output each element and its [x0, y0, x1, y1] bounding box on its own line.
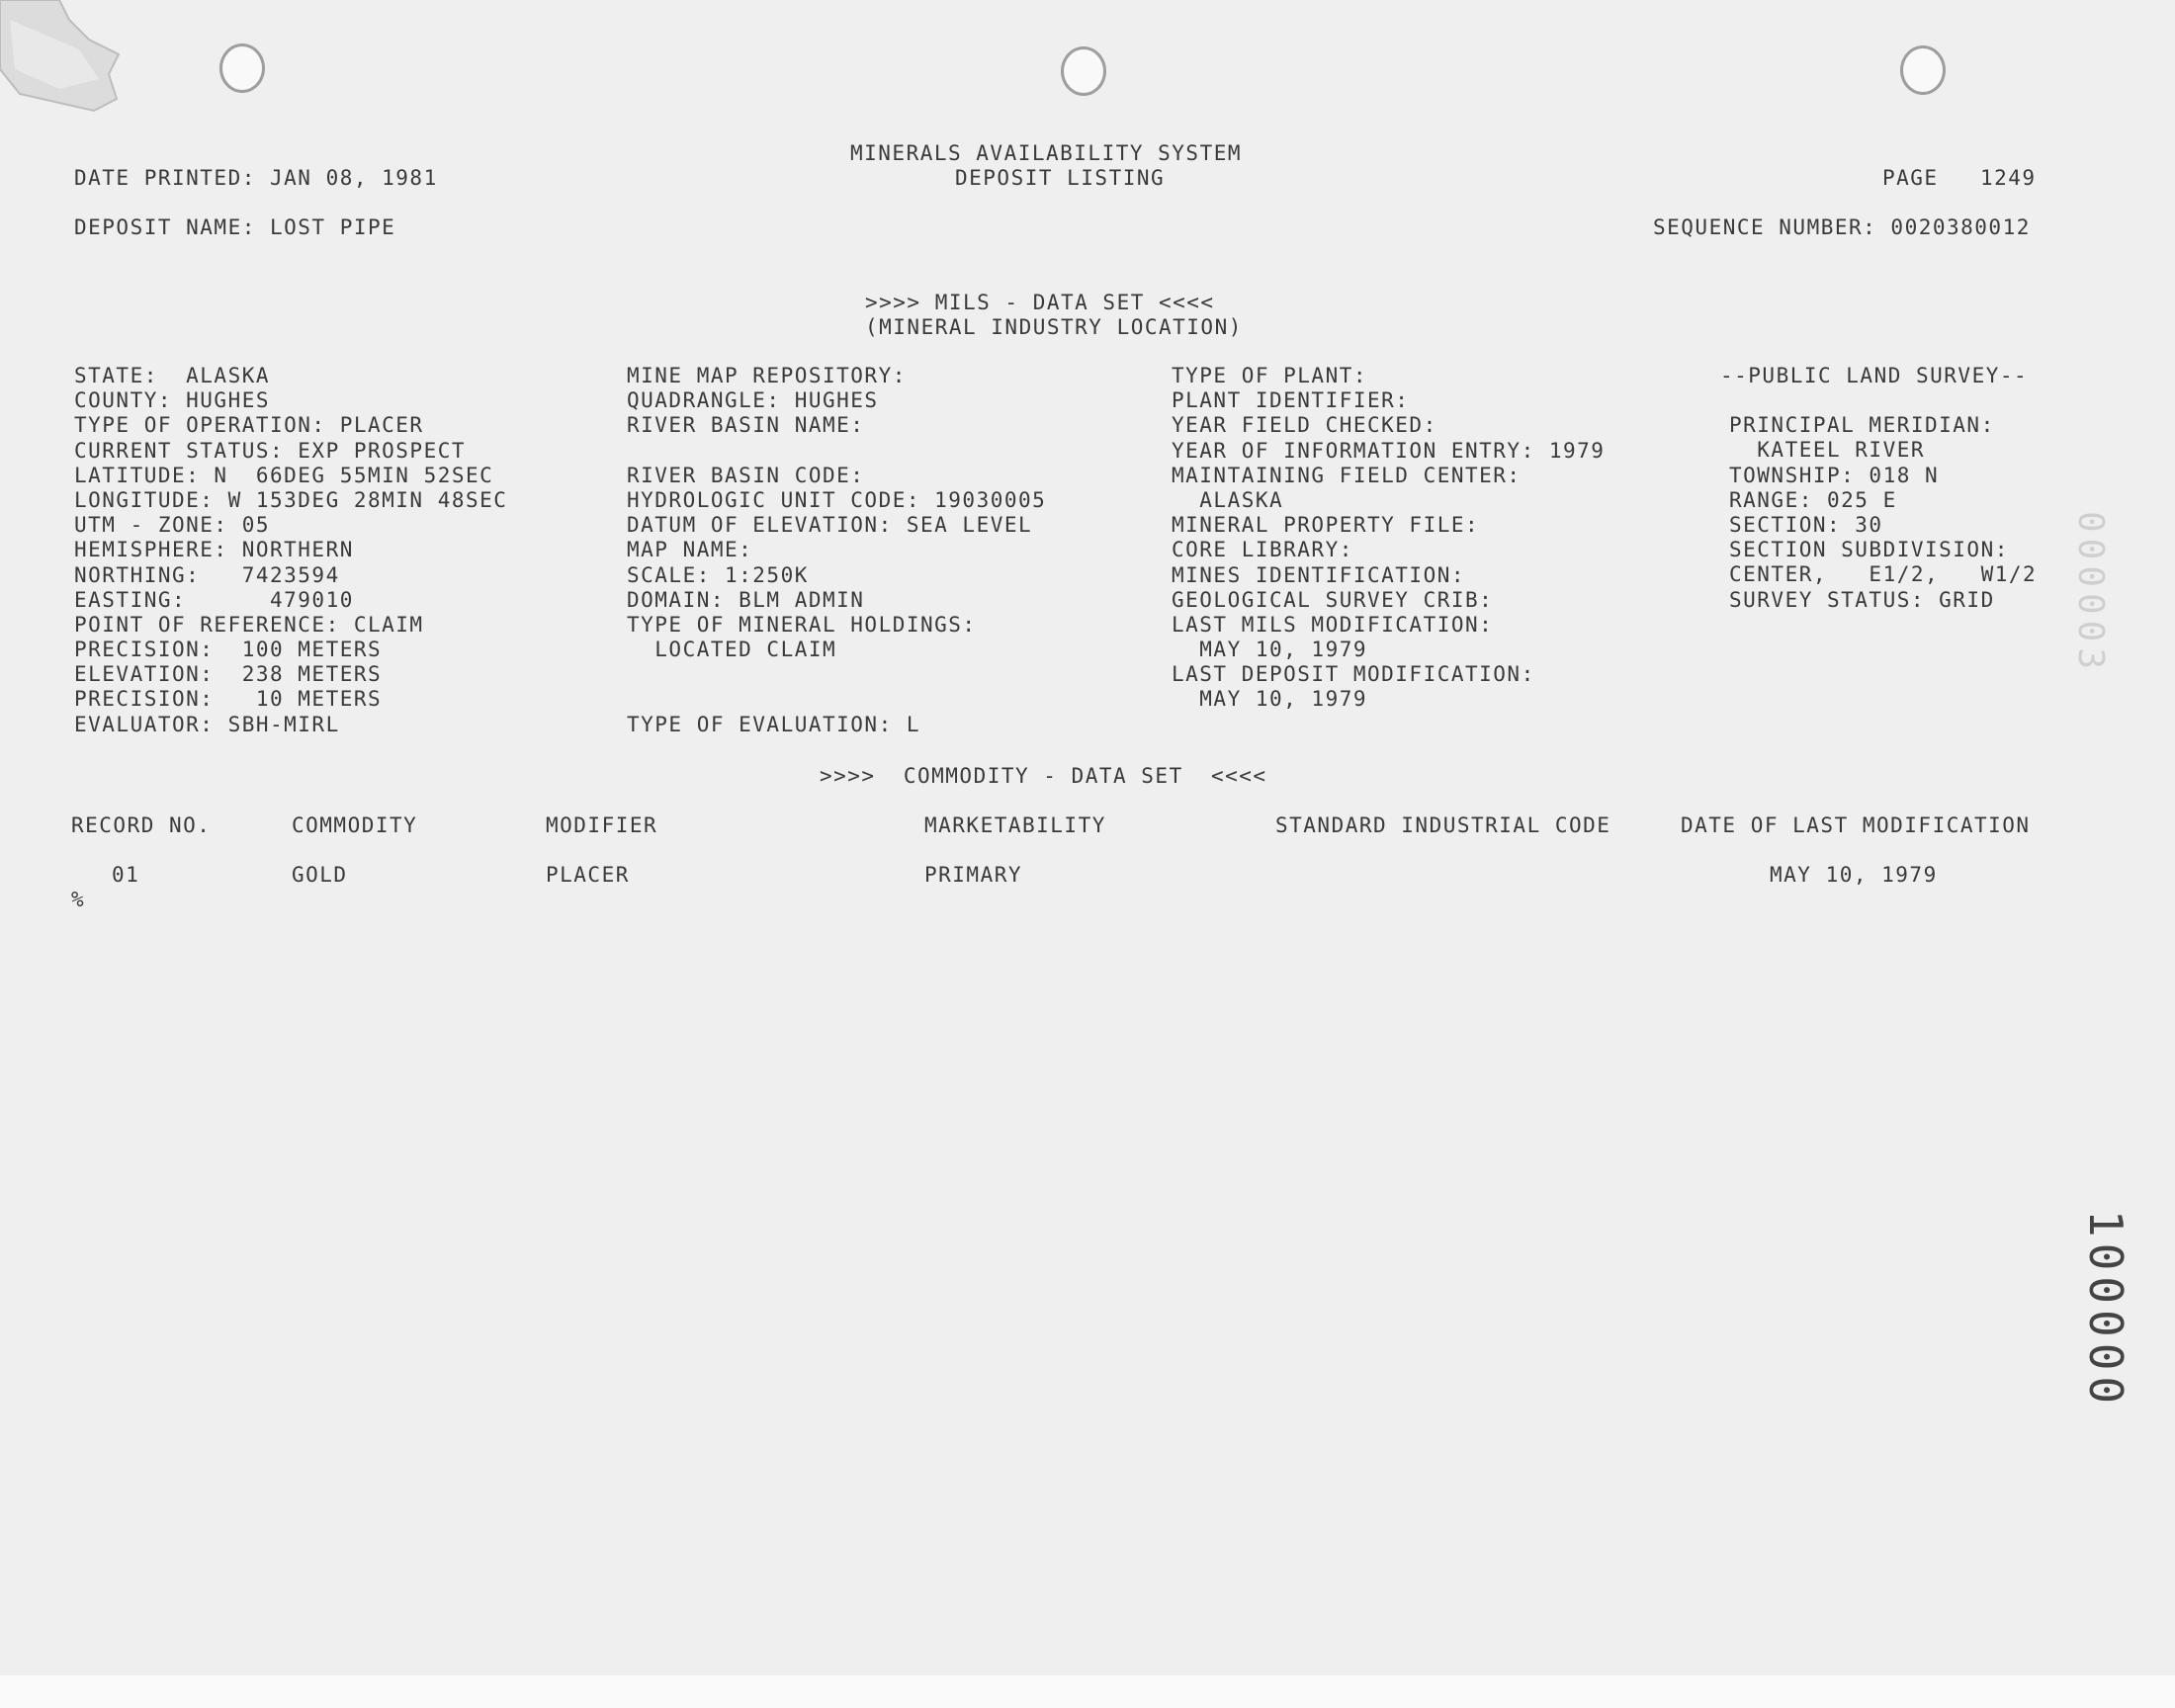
mils-field: PRECISION: 10 METERS	[74, 687, 383, 712]
mils-column-1	[74, 364, 507, 737]
mils-field: QUADRANGLE: HUGHES	[627, 388, 879, 413]
mils-field: LAST DEPOSIT MODIFICATION:	[1172, 662, 1535, 687]
mils-column-3	[1172, 364, 1605, 713]
mils-field: SURVEY STATUS: GRID	[1729, 587, 1995, 612]
bottom-edge	[0, 1675, 2175, 1708]
system-title: MINERALS AVAILABILITY SYSTEM	[850, 141, 1243, 165]
mils-subheading: (MINERAL INDUSTRY LOCATION)	[865, 315, 1243, 339]
commodity-header-modifier: MODIFIER	[546, 813, 658, 837]
mils-field: PLANT IDENTIFIER:	[1172, 388, 1410, 413]
mils-heading: >>>> MILS - DATA SET <<<<	[865, 291, 1215, 314]
mils-field: CURRENT STATUS: EXP PROSPECT	[74, 438, 467, 463]
mils-field: YEAR FIELD CHECKED:	[1172, 413, 1437, 438]
public-land-survey-title: --PUBLIC LAND SURVEY--	[1720, 364, 2029, 387]
mils-column-2	[627, 364, 1046, 737]
mils-field: COUNTY: HUGHES	[74, 388, 271, 413]
commodity-modifier: PLACER	[546, 863, 630, 887]
mils-field: STATE: ALASKA	[74, 364, 271, 387]
commodity-header-marketability: MARKETABILITY	[924, 813, 1106, 837]
mils-field	[1729, 388, 2037, 413]
mils-field: DATUM OF ELEVATION: SEA LEVEL	[627, 513, 1033, 538]
mils-field: GEOLOGICAL SURVEY CRIB:	[1172, 587, 1494, 612]
mils-field: CENTER, E1/2, W1/2	[1729, 562, 2038, 587]
mils-field: EVALUATOR: SBH-MIRL	[74, 712, 340, 736]
mils-field: SECTION: 30	[1729, 512, 1883, 537]
mils-field: MINERAL PROPERTY FILE:	[1172, 513, 1480, 538]
page-stamp: 100000	[2079, 1209, 2132, 1410]
commodity-heading: >>>> COMMODITY - DATA SET <<<<	[820, 764, 1267, 788]
mils-field: HYDROLOGIC UNIT CODE: 19030005	[627, 487, 1047, 512]
mils-field: LAST MILS MODIFICATION:	[1172, 612, 1494, 637]
commodity-name: GOLD	[292, 863, 348, 887]
mils-field: HEMISPHERE: NORTHERN	[74, 538, 354, 562]
torn-corner	[0, 0, 129, 119]
mils-field: RIVER BASIN NAME:	[627, 413, 865, 438]
mils-field: RANGE: 025 E	[1729, 487, 1897, 512]
mils-field: TOWNSHIP: 018 N	[1729, 463, 1940, 487]
punch-hole-center	[1061, 46, 1106, 96]
mils-field: TYPE OF EVALUATION: L	[627, 712, 921, 736]
mils-field: UTM - ZONE: 05	[74, 513, 271, 538]
mils-field: KATEEL RIVER	[1729, 438, 1926, 463]
mils-field: PRINCIPAL MERIDIAN:	[1729, 413, 1995, 438]
mils-field	[627, 687, 1046, 712]
mils-field: MINE MAP REPOSITORY:	[627, 364, 907, 387]
mils-field: DOMAIN: BLM ADMIN	[627, 587, 865, 612]
mils-field	[627, 439, 1046, 464]
commodity-marketability: PRIMARY	[924, 863, 1023, 887]
mils-field: MAY 10, 1979	[1172, 687, 1368, 712]
commodity-header-record-no: RECORD NO.	[71, 813, 212, 837]
mils-field: TYPE OF PLANT:	[1172, 364, 1368, 387]
page-number: PAGE 1249	[1882, 166, 2037, 190]
mils-field: POINT OF REFERENCE: CLAIM	[74, 612, 424, 637]
mils-field: YEAR OF INFORMATION ENTRY: 1979	[1172, 438, 1606, 463]
mils-field: MAP NAME:	[627, 538, 753, 562]
mils-field: PRECISION: 100 METERS	[74, 638, 383, 662]
listing-title: DEPOSIT LISTING	[955, 166, 1166, 190]
punch-hole-left	[219, 43, 265, 93]
mils-field: LOCATED CLAIM	[627, 638, 837, 662]
mils-field: CORE LIBRARY:	[1172, 538, 1353, 562]
mils-field: MAY 10, 1979	[1172, 638, 1368, 662]
commodity-header-commodity: COMMODITY	[292, 813, 418, 837]
date-printed: DATE PRINTED: JAN 08, 1981	[74, 166, 438, 190]
mils-field: EASTING: 479010	[74, 587, 354, 612]
mils-field: MINES IDENTIFICATION:	[1172, 562, 1466, 587]
mils-field: LATITUDE: N 66DEG 55MIN 52SEC	[74, 463, 494, 487]
mils-field: TYPE OF MINERAL HOLDINGS:	[627, 612, 977, 637]
mils-field: TYPE OF OPERATION: PLACER	[74, 413, 424, 438]
mils-field	[627, 662, 1046, 687]
mils-field: RIVER BASIN CODE:	[627, 463, 865, 487]
punch-hole-right	[1900, 45, 1946, 95]
mils-field: SCALE: 1:250K	[627, 562, 809, 587]
mils-field: ELEVATION: 238 METERS	[74, 662, 383, 687]
commodity-record-no: 01	[112, 863, 140, 887]
deposit-name: DEPOSIT NAME: LOST PIPE	[74, 215, 396, 239]
mils-field: LONGITUDE: W 153DEG 28MIN 48SEC	[74, 487, 508, 512]
commodity-header-date: DATE OF LAST MODIFICATION	[1681, 813, 2031, 837]
faint-side-stamp: 000003	[2070, 510, 2112, 676]
end-marker: %	[71, 888, 86, 911]
mils-field: MAINTAINING FIELD CENTER:	[1172, 463, 1522, 487]
mils-field: ALASKA	[1172, 487, 1284, 512]
mils-column-4	[1729, 388, 2037, 613]
sequence-number: SEQUENCE NUMBER: 0020380012	[1653, 215, 2031, 239]
mils-field: NORTHING: 7423594	[74, 562, 340, 587]
mils-field: SECTION SUBDIVISION:	[1729, 538, 2009, 562]
commodity-date: MAY 10, 1979	[1770, 863, 1938, 887]
commodity-header-sic: STANDARD INDUSTRIAL CODE	[1275, 813, 1611, 837]
